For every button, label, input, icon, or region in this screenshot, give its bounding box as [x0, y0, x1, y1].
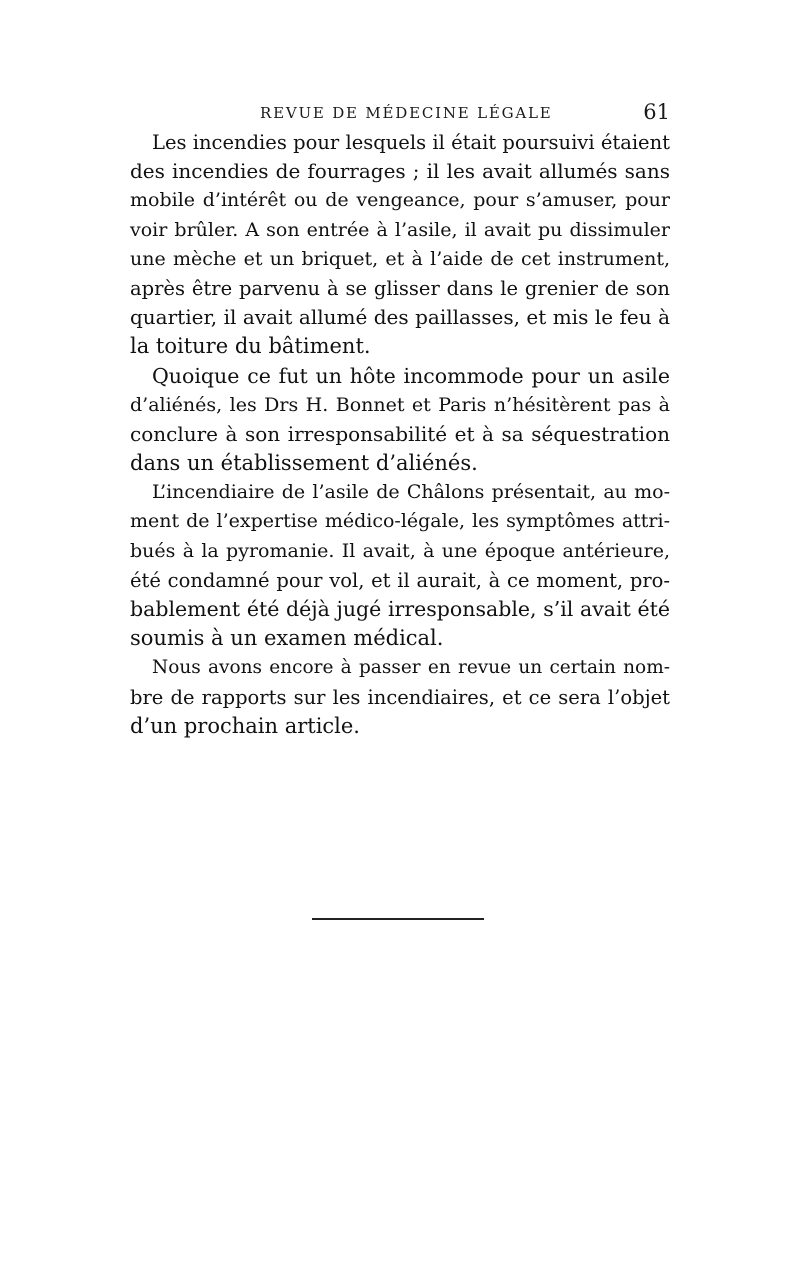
text-line: bués à la pyromanie. Il avait, à une époque antérieure,	[130, 539, 670, 562]
text-line: d’aliénés, les Drs H. Bonnet et Paris n’hésitèrent pas à	[130, 393, 670, 416]
end-rule	[312, 918, 484, 920]
text-line: mobile d’intérêt ou de vengeance, pour s’amuser, pour	[130, 189, 670, 212]
text-line: la toiture du bâtiment.	[130, 334, 371, 359]
text-line: conclure à son irresponsabilité et à sa séquestration	[130, 421, 670, 446]
page-number: 61	[643, 100, 670, 124]
text-line: d’un prochain article.	[130, 713, 360, 738]
running-title: REVUE DE MÉDECINE LÉGALE	[260, 104, 553, 122]
page-header	[130, 100, 670, 130]
text-line: Nous avons encore à passer en revue un certain nom-	[152, 657, 670, 679]
text-line: Quoique ce fut un hôte incommode pour un asile	[152, 363, 670, 388]
text-line: bablement été déjà jugé irresponsable, s’il avait été	[130, 597, 670, 621]
text-line: des incendies de fourrages ; il les avait allumés sans	[130, 159, 670, 184]
text-line: L’incendiaire de l’asile de Châlons présentait, au mo-	[152, 481, 670, 504]
body-text	[130, 128, 670, 741]
text-line: voir brûler. A son entrée à l’asile, il avait pu dissimuler	[130, 218, 670, 241]
text-line: quartier, il avait allumé des paillasses, et mis le feu à	[130, 305, 670, 330]
text-line: soumis à un examen médical.	[130, 626, 444, 651]
text-line: été condamné pour vol, et il aurait, à ce moment, pro-	[130, 568, 670, 592]
text-line: après être parvenu à se glisser dans le grenier de son	[130, 276, 670, 300]
text-line: bre de rapports sur les incendiaires, et ce sera l’objet	[130, 685, 670, 709]
text-line: ment de l’expertise médico-légale, les symptômes attri-	[130, 510, 670, 533]
text-line: Les incendies pour lesquels il était poursuivi étaient	[152, 131, 670, 154]
text-line: une mèche et un briquet, et à l’aide de cet instrument,	[130, 247, 670, 270]
text-line: dans un établissement d’aliénés.	[130, 451, 478, 476]
